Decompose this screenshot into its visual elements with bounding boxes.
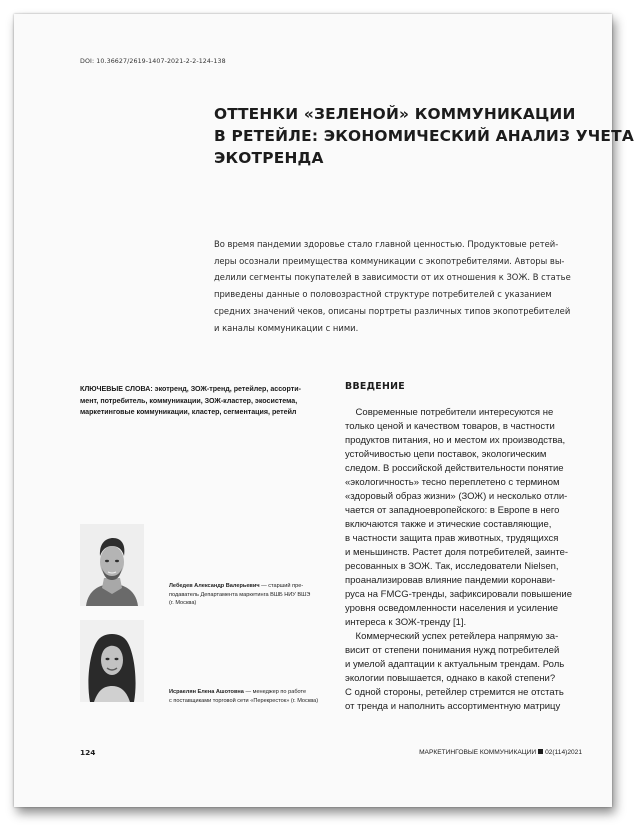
journal-name: МАРКЕТИНГОВЫЕ КОММУНИКАЦИИ [419,749,537,756]
abstract [214,236,592,336]
keywords-line: мент, потребитель, коммуникации, ЗОЖ-кластер, экосистема, [80,396,298,405]
page-number: 124 [80,748,96,757]
body-line: «здоровый образ жизни» (ЗОЖ) и несколько отли- [345,491,568,502]
author-info-lebedev [169,582,337,608]
body-line: чается от западноевропейского: в Европе в него [345,505,560,516]
body-line: Современные потребители интересуются не [345,407,554,418]
author-role: — старший пре- [259,583,304,589]
body-line: руса на FMCG-тренды, зафиксировали повышение [345,589,573,600]
square-separator-icon [538,749,543,754]
running-footer [419,749,582,756]
title-line: ОТТЕНКИ «ЗЕЛЕНОЙ» КОММУНИКАЦИИ [214,105,576,123]
body-line: интереса к ЗОЖ-тренду [1]. [345,617,467,628]
woman-portrait-icon [80,620,144,702]
section-heading: ВВЕДЕНИЕ [345,381,405,392]
body-line: «экологичность» тесно переплетено с термином [345,477,560,488]
title-line: В РЕТЕЙЛЕ: ЭКОНОМИЧЕСКИЙ АНАЛИЗ УЧЕТА [214,127,634,145]
article-title [214,103,634,169]
body-line: ресованных в ЗОЖ. Так, исследователи Nielsen, [345,561,559,572]
man-portrait-icon [80,524,144,606]
body-line: включаются также и этические составляющие, [345,519,552,530]
body-line: только ценой и качеством товаров, в частности [345,421,555,432]
author-photo-lebedev [80,524,144,606]
keywords-line: маркетинговые коммуникации, кластер, сегментация, ретейл [80,408,297,417]
body-text [345,406,595,714]
abstract-line: делили сегменты покупателей в зависимости от их отношения к ЗОЖ. В статье [214,272,571,283]
body-line: экологии повышается, однако в какой степени? [345,673,556,684]
body-line: продуктов питания, но и местом их производства, [345,435,566,446]
author-photo-israelyan [80,620,144,702]
body-line: проанализировав влияние пандемии коронави- [345,575,556,586]
body-line: уровня осведомленности населения и усиление [345,603,559,614]
body-line: следом. В российской действительности понятие [345,463,564,474]
abstract-line: и каналы коммуникации с ними. [214,322,359,333]
author-role: — менеджер по работе [243,689,307,695]
body-line: от тренда и наполнить ассортиментную матрицу [345,701,561,712]
keywords-line: КЛЮЧЕВЫЕ СЛОВА: экотренд, ЗОЖ-тренд, ретейлер, ассорти- [80,385,301,393]
abstract-line: средних значений чеков, описаны портреты различных типов экопотребителей [214,305,571,316]
issue-number: 02(114)2021 [545,749,582,756]
author-role: с поставщиками торговой сети «Перекресток» (г. Москва) [169,697,319,704]
abstract-line: леры осознали преимущества коммуникации с экопотребителями. Авторы вы- [214,255,565,266]
body-line: и умелой адаптации к актуальным трендам. Роль [345,659,565,670]
author-name: Исраелян Елена Ашотовна [169,689,244,695]
journal-page [14,14,634,807]
title-line: ЭКОТРЕНДА [214,149,324,167]
author-role: подаватель Департамента маркетинга ВШБ НИУ ВШЭ [169,591,311,598]
author-name: Лебедев Александр Валерьевич [169,583,260,589]
author-role: (г. Москва) [169,600,197,607]
body-line: и меньшинств. Растет доля потребителей, заинте- [345,547,569,558]
abstract-line: приведены данные о половозрастной структуре потребителей с указанием [214,289,552,300]
body-line: в частности защита прав животных, трудящихся [345,533,559,544]
body-line: С одной стороны, ретейлер стремится не отстать [345,687,564,698]
doi-line: DOI: 10.36627/2619-1407-2021-2-2-124-138 [80,58,226,65]
abstract-line: Во время пандемии здоровье стало главной ценностью. Продуктовые ретей- [214,239,559,249]
body-line: висит от степени понимания нужд потребителей [345,645,560,656]
keywords [80,384,328,419]
body-line: Коммерческий успех ретейлера напрямую за- [345,631,559,642]
body-line: устойчивостью цепи поставок, экологическим [345,449,547,460]
author-info-israelyan [169,688,337,705]
